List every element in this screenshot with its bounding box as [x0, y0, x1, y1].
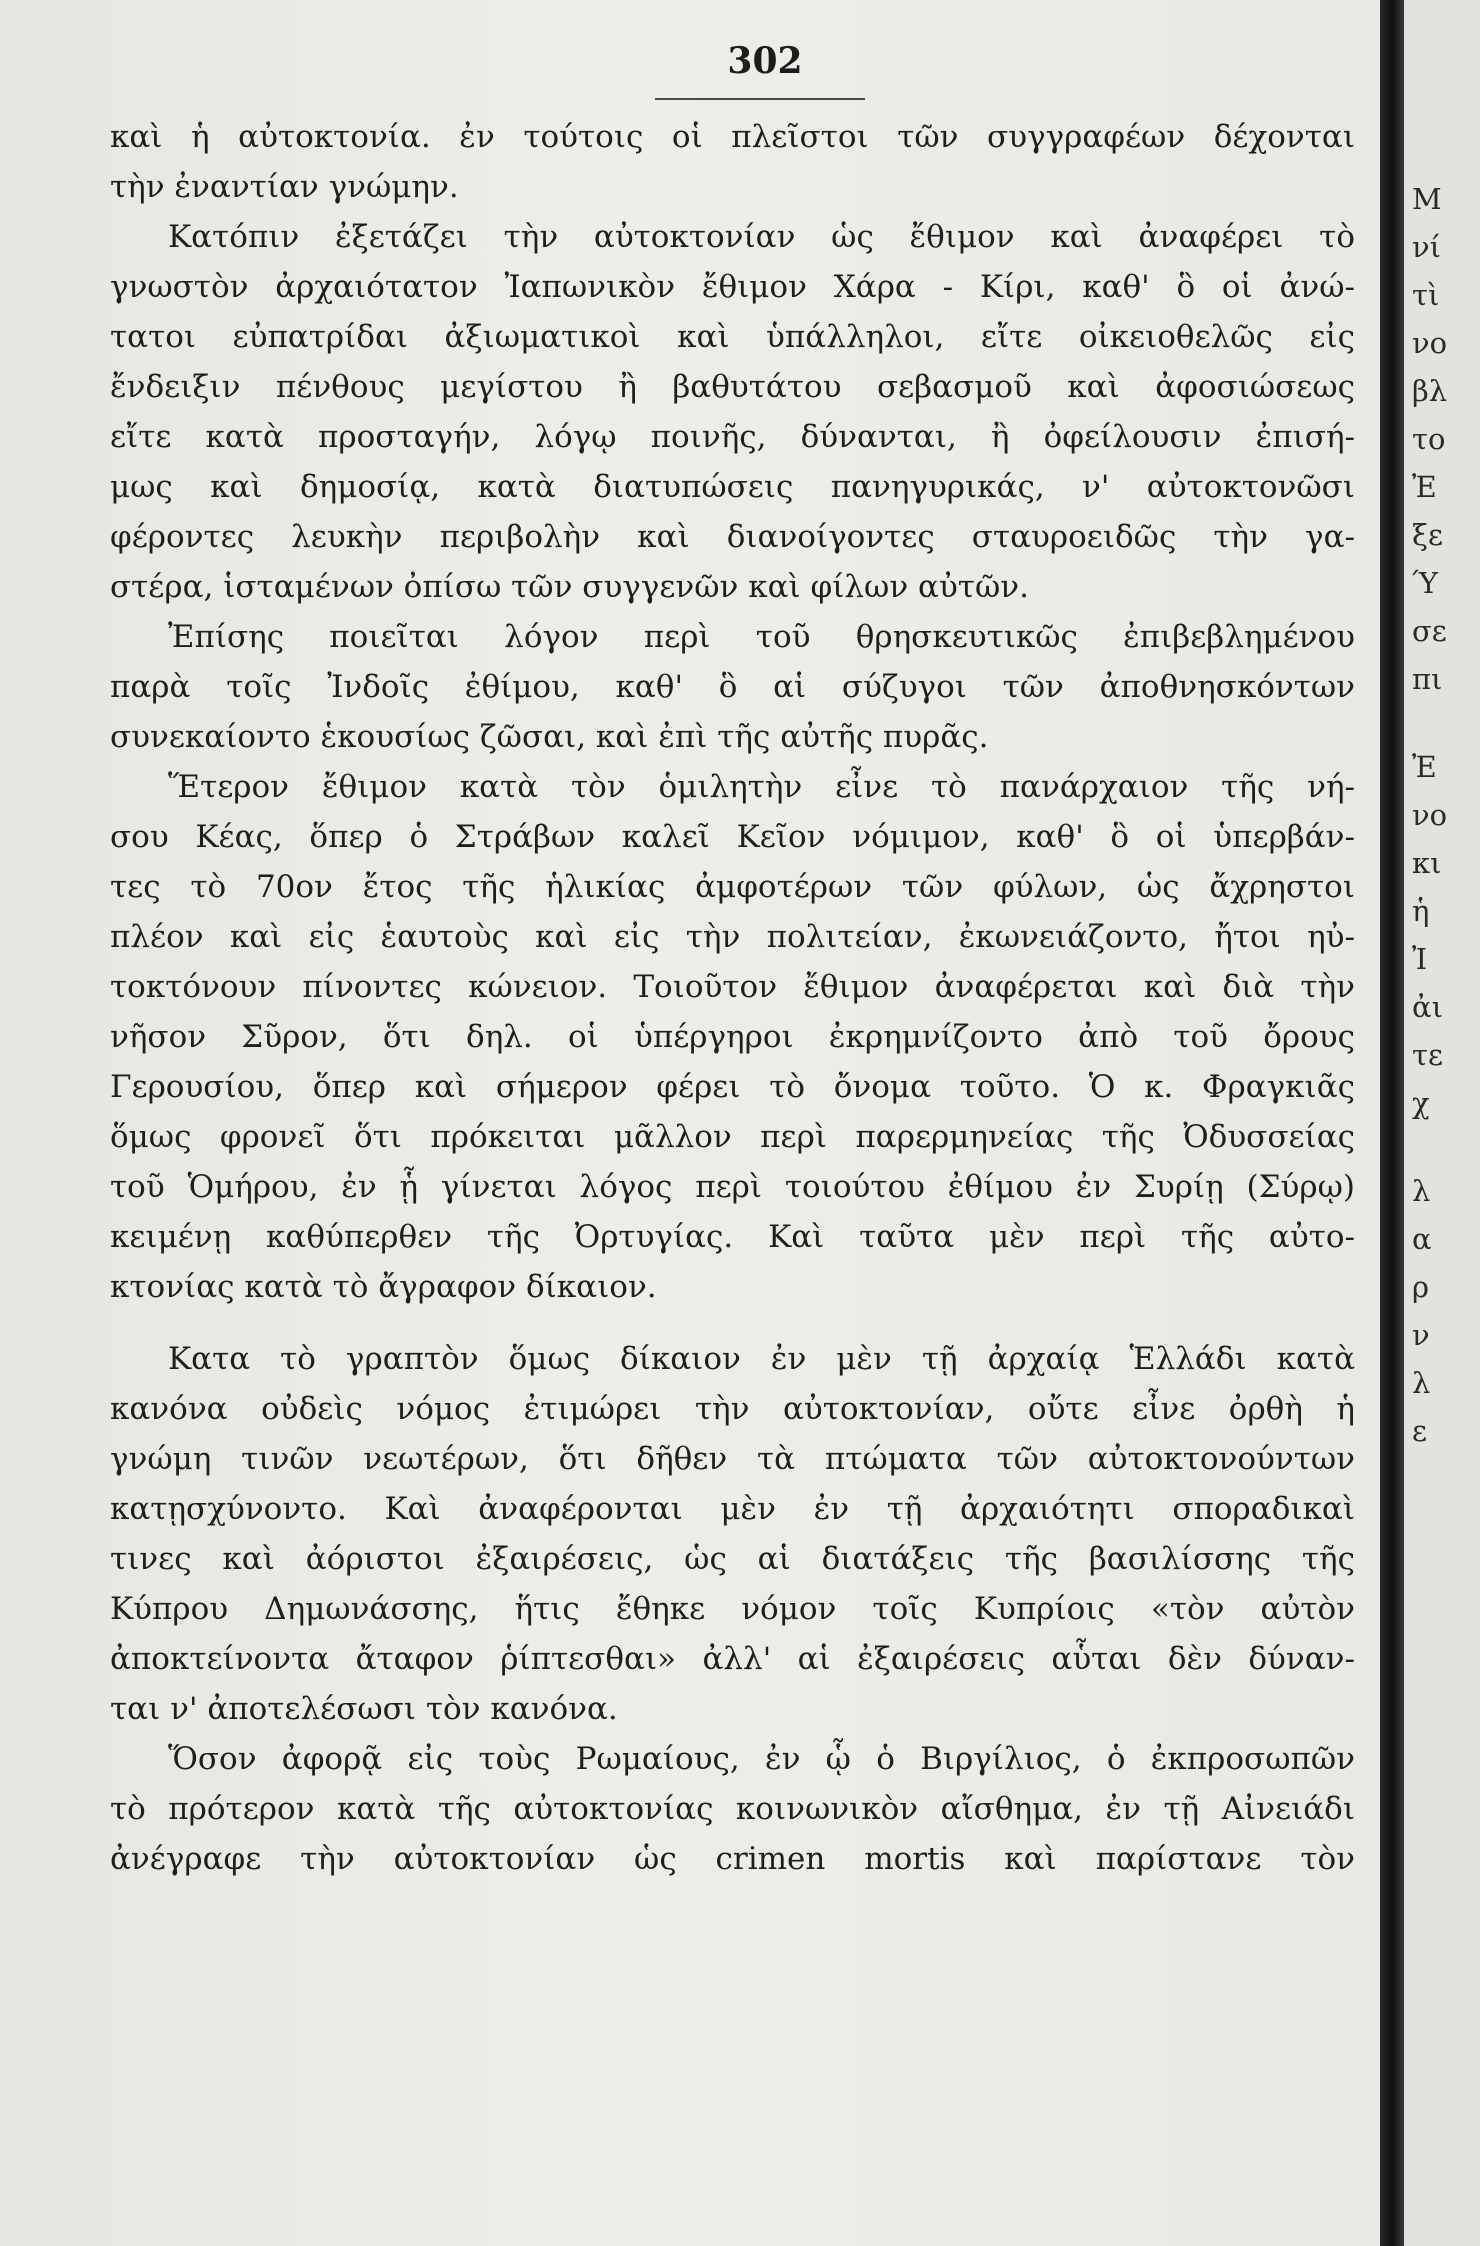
- fragment-text: νί: [1412, 230, 1441, 264]
- text-line: καὶ ἡ αὐτοκτονία. ἐν τούτοις οἱ πλεῖστοι τῶν συγγραφέων δέχονται: [110, 119, 1355, 155]
- fragment-text: ρ: [1412, 1270, 1430, 1304]
- adjacent-page-edge: [1404, 0, 1480, 2246]
- text-line: συνεκαίοντο ἑκουσίως ζῶσαι, καὶ ἐπὶ τῆς αὐτῆς πυρᾶς.: [110, 719, 989, 755]
- fragment-text: τε: [1412, 1038, 1444, 1072]
- fragment-text: Ἐ: [1412, 750, 1437, 784]
- text-line: ἔνδειξιν πένθους μεγίστου ἢ βαθυτάτου σεβασμοῦ καὶ ἀφοσιώσεως: [110, 369, 1355, 405]
- text-line: πλέον καὶ εἰς ἑαυτοὺς καὶ εἰς τὴν πολιτείαν, ἐκωνειάζοντο, ἤτοι ηὐ-: [110, 919, 1355, 955]
- text-line: Ἐπίσης ποιεῖται λόγον περὶ τοῦ θρησκευτικῶς ἐπιβεβλημένου: [168, 619, 1355, 655]
- text-line: Κατόπιν ἐξετάζει τὴν αὐτοκτονίαν ὡς ἔθιμον καὶ ἀναφέρει τὸ: [168, 219, 1355, 255]
- text-line: ἀποκτείνοντα ἄταφον ῥίπτεσθαι» ἀλλ' αἱ ἐξαιρέσεις αὗται δὲν δύναν-: [110, 1641, 1355, 1677]
- text-line: τινες καὶ ἀόριστοι ἐξαιρέσεις, ὡς αἱ διατάξεις τῆς βασιλίσσης τῆς: [110, 1541, 1355, 1577]
- fragment-text: βλ: [1412, 374, 1448, 408]
- fragment-text: λ: [1412, 1366, 1431, 1400]
- text-line: μως καὶ δημοσίᾳ, κατὰ διατυπώσεις πανηγυρικάς, ν' αὐτοκτονῶσι: [110, 469, 1355, 505]
- fragment-text: Ἐ: [1412, 470, 1437, 504]
- text-line: κειμένῃ καθύπερθεν τῆς Ὀρτυγίας. Καὶ ταῦτα μὲν περὶ τῆς αὐτο-: [110, 1219, 1355, 1255]
- text-line: νῆσον Σῦρον, ὅτι δηλ. οἱ ὑπέργηροι ἐκρημνίζοντο ἀπὸ τοῦ ὄρους: [110, 1019, 1355, 1055]
- page-body: [110, 112, 1355, 1884]
- text-line: εἴτε κατὰ προσταγήν, λόγῳ ποινῆς, δύνανται, ἢ ὀφείλουσιν ἐπισή-: [110, 419, 1355, 455]
- fragment-text: ε: [1412, 1414, 1428, 1448]
- text-line: τὸ πρότερον κατὰ τῆς αὐτοκτονίας κοινωνικὸν αἴσθημα, ἐν τῇ Αἰνειάδι: [110, 1791, 1355, 1827]
- text-line: Κύπρου Δημωνάσσης, ἥτις ἔθηκε νόμον τοῖς Κυπρίοις «τὸν αὐτὸν: [110, 1591, 1355, 1627]
- fragment-text: το: [1412, 422, 1446, 456]
- text-line: κανόνα οὐδεὶς νόμος ἐτιμώρει τὴν αὐτοκτονίαν, οὔτε εἶνε ὀρθὴ ἡ: [110, 1391, 1355, 1427]
- text-line: κτονίας κατὰ τὸ ἄγραφον δίκαιον.: [110, 1269, 657, 1305]
- fragment-text: χ: [1412, 1086, 1430, 1120]
- adjacent-page-fragments: [1412, 175, 1447, 1455]
- text-line: τὴν ἐναντίαν γνώμην.: [110, 169, 459, 205]
- fragment-text: τὶ: [1412, 278, 1440, 312]
- book-gutter: [1380, 0, 1404, 2246]
- text-line: τοκτόνουν πίνοντες κώνειον. Τοιοῦτον ἔθιμον ἀναφέρεται καὶ διὰ τὴν: [110, 969, 1355, 1005]
- fragment-text: Ύ: [1412, 566, 1439, 600]
- fragment-text: ξε: [1412, 518, 1443, 552]
- text-line: ται ν' ἀποτελέσωσι τὸν κανόνα.: [110, 1691, 618, 1727]
- fragment-text: Μ: [1412, 182, 1442, 216]
- text-line: ὅμως φρονεῖ ὅτι πρόκειται μᾶλλον περὶ παρερμηνείας τῆς Ὀδυσσείας: [110, 1119, 1355, 1155]
- text-line: γνώμη τινῶν νεωτέρων, ὅτι δῆθεν τὰ πτώματα τῶν αὐτοκτονούντων: [110, 1441, 1355, 1477]
- fragment-text: νο: [1412, 798, 1448, 832]
- fragment-text: νο: [1412, 326, 1448, 360]
- fragment-text: α: [1412, 1222, 1432, 1256]
- fragment-text: Ἰ: [1412, 942, 1428, 976]
- page-number-rule: [655, 98, 865, 100]
- fragment-text: κι: [1412, 846, 1442, 880]
- text-line: παρὰ τοῖς Ἰνδοῖς ἐθίμου, καθ' ὃ αἱ σύζυγοι τῶν ἀποθνησκόντων: [110, 669, 1355, 705]
- text-line: Ὅσον ἀφορᾷ εἰς τοὺς Ρωμαίους, ἐν ᾧ ὁ Βιργίλιος, ὁ ἐκπροσωπῶν: [168, 1741, 1355, 1777]
- fragment-text: ν: [1412, 1318, 1430, 1352]
- fragment-text: σε: [1412, 614, 1447, 648]
- text-line: τοῦ Ὁμήρου, ἐν ᾗ γίνεται λόγος περὶ τοιούτου ἐθίμου ἐν Συρίῃ (Σύρῳ): [110, 1169, 1355, 1205]
- text-line: στέρα, ἱσταμένων ὀπίσω τῶν συγγενῶν καὶ φίλων αὐτῶν.: [110, 569, 1029, 605]
- text-line: Ἕτερον ἔθιμον κατὰ τὸν ὁμιλητὴν εἶνε τὸ πανάρχαιον τῆς νή-: [168, 769, 1355, 805]
- text-line: Γερουσίου, ὅπερ καὶ σήμερον φέρει τὸ ὄνομα τοῦτο. Ὁ κ. Φραγκιᾶς: [110, 1069, 1355, 1105]
- text-line: κατῃσχύνοντο. Καὶ ἀναφέρονται μὲν ἐν τῇ ἀρχαιότητι σποραδικαὶ: [110, 1491, 1355, 1527]
- page-number: 302: [727, 40, 803, 82]
- fragment-text: πι: [1412, 662, 1443, 696]
- fragment-text: λ: [1412, 1174, 1431, 1208]
- text-line: Κατα τὸ γραπτὸν ὅμως δίκαιον ἐν μὲν τῇ ἀρχαίᾳ Ἑλλάδι κατὰ: [168, 1341, 1355, 1377]
- fragment-text: ἀι: [1412, 990, 1443, 1024]
- text-line: γνωστὸν ἀρχαιότατον Ἰαπωνικὸν ἔθιμον Χάρα - Κίρι, καθ' ὃ οἱ ἀνώ-: [110, 269, 1355, 305]
- text-line: ἀνέγραφε τὴν αὐτοκτονίαν ὡς crimen mortis καὶ παρίστανε τὸν: [110, 1841, 1355, 1877]
- text-line: σου Κέας, ὅπερ ὁ Στράβων καλεῖ Κεῖον νόμιμον, καθ' ὃ οἱ ὑπερβάν-: [110, 819, 1355, 855]
- text-line: τατοι εὐπατρίδαι ἀξιωματικοὶ καὶ ὑπάλληλοι, εἴτε οἰκειοθελῶς εἰς: [110, 319, 1355, 355]
- text-line: τες τὸ 70ον ἔτος τῆς ἡλικίας ἀμφοτέρων τῶν φύλων, ὡς ἄχρηστοι: [110, 869, 1355, 905]
- text-line: φέροντες λευκὴν περιβολὴν καὶ διανοίγοντες σταυροειδῶς τὴν γα-: [110, 519, 1355, 555]
- fragment-text: ἡ: [1412, 894, 1430, 928]
